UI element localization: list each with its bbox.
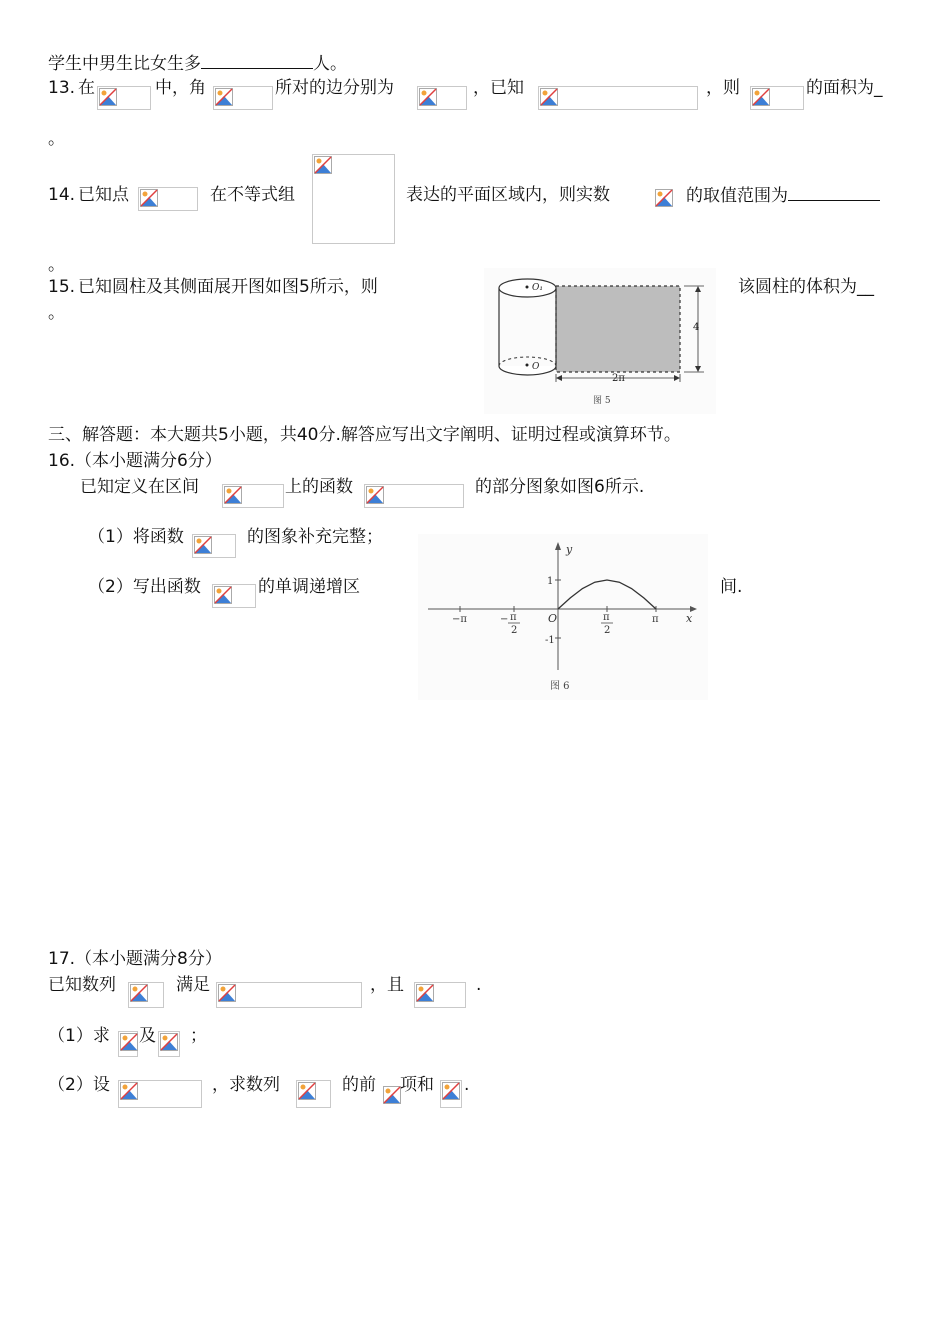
- formula-image: [118, 1031, 138, 1057]
- formula-image: [654, 188, 676, 210]
- figure-caption: 图 5: [593, 396, 611, 406]
- q17-line1-b: 满足: [176, 975, 210, 995]
- q16-part2-a: （2）写出函数: [88, 577, 201, 597]
- answer-blank: [201, 52, 313, 69]
- q17-part1-b: 及: [139, 1026, 156, 1046]
- x-axis-label: x: [686, 612, 693, 625]
- q12-suffix: 人。: [313, 54, 347, 74]
- formula-image: [222, 484, 284, 508]
- q17-part2-b: ，求数列: [212, 1075, 280, 1095]
- center-point: [526, 286, 529, 289]
- formula-image: [97, 86, 151, 110]
- height-label: 4: [693, 322, 700, 333]
- y-tick-label: 1: [547, 576, 554, 587]
- broken-image-icon: [366, 486, 384, 504]
- q15-end: 。: [48, 303, 65, 323]
- broken-image-icon: [655, 189, 673, 207]
- q16-intro-3: 的部分图象如图6所示.: [475, 477, 645, 497]
- broken-image-icon: [314, 156, 332, 174]
- q13-text-1: 在: [78, 78, 95, 98]
- broken-image-icon: [752, 88, 770, 106]
- answer-blank: [788, 184, 880, 201]
- formula-image: [382, 1085, 400, 1103]
- q15-number: 15.: [48, 277, 76, 297]
- q17-part2-d: 项和: [400, 1075, 434, 1095]
- formula-image: [212, 584, 256, 608]
- q16-title: 16.（本小题满分6分）: [48, 451, 222, 471]
- formula-image: [138, 187, 198, 211]
- q14-text-1: 已知点: [78, 185, 129, 205]
- lateral-surface-rect: [556, 286, 680, 372]
- formula-image: [364, 484, 464, 508]
- formula-image: [158, 1031, 180, 1057]
- q13-text-2: 中，角: [155, 78, 206, 98]
- q17-part1-a: （1）求: [48, 1026, 110, 1046]
- q16-intro-2: 上的函数: [285, 477, 353, 497]
- figure-caption: 图 6: [550, 681, 570, 692]
- q17-part2-c: 的前: [342, 1075, 376, 1095]
- q14-number: 14.: [48, 185, 76, 205]
- q17-title: 17.（本小题满分8分）: [48, 949, 222, 969]
- q13-number: 13.: [48, 78, 76, 98]
- broken-image-icon: [298, 1082, 316, 1100]
- q16-part1-a: （1）将函数: [88, 527, 184, 547]
- q14-text-4: 的取值范围为: [686, 186, 788, 206]
- q17-part2-e: .: [464, 1075, 470, 1095]
- broken-image-icon: [383, 1086, 401, 1104]
- label-o1: O₁: [532, 283, 543, 293]
- q13-text-6: 的面积为_: [806, 78, 883, 98]
- q16-part2-c: 间.: [720, 577, 743, 597]
- y-axis-label: y: [566, 543, 573, 556]
- q15-text-1: 已知圆柱及其侧面展开图如图5所示，则: [78, 277, 378, 297]
- formula-image: [213, 86, 273, 110]
- q14-tail: [686, 184, 880, 207]
- broken-image-icon: [214, 586, 232, 604]
- formula-image: [538, 86, 698, 110]
- broken-image-icon: [218, 984, 236, 1002]
- broken-image-icon: [416, 984, 434, 1002]
- q14-text-3: 表达的平面区域内，则实数: [406, 185, 610, 205]
- sine-graph-figure: [418, 534, 708, 700]
- q16-part1-b: 的图象补充完整；: [247, 527, 383, 547]
- q13-end: 。: [48, 129, 65, 149]
- broken-image-icon: [99, 88, 117, 106]
- broken-image-icon: [194, 536, 212, 554]
- section-heading: 三、解答题：本大题共5小题，共40分.解答应写出文字阐明、证明过程或演算环节。: [48, 425, 681, 445]
- center-point: [526, 364, 529, 367]
- label-o: O: [532, 362, 540, 372]
- x-tick-label: 2: [511, 625, 518, 636]
- q16-part2-b: 的单调递增区: [258, 577, 360, 597]
- q13-text-4: ，已知: [473, 78, 524, 98]
- formula-image: [118, 1080, 202, 1108]
- formula-image: [128, 982, 164, 1008]
- q17-part2-a: （2）设: [48, 1075, 110, 1095]
- x-tick-label: π: [510, 612, 517, 623]
- q13-text-3: 所对的边分别为: [275, 78, 394, 98]
- x-tick-label: −π: [452, 614, 467, 625]
- x-tick-label: −: [500, 614, 509, 625]
- x-tick-label: π: [603, 612, 610, 623]
- q13-line: [48, 77, 75, 99]
- x-tick-label: 2: [604, 625, 611, 636]
- broken-image-icon: [120, 1082, 138, 1100]
- q12-text: 学生中男生比女生多: [48, 54, 201, 74]
- q14-text-2: 在不等式组: [210, 185, 295, 205]
- formula-image: [192, 534, 236, 558]
- cylinder-figure: [484, 268, 716, 414]
- origin-label: O: [548, 612, 558, 625]
- q16-intro-1: 已知定义在区间: [80, 477, 199, 497]
- broken-image-icon: [540, 88, 558, 106]
- formula-image: [296, 1080, 331, 1108]
- x-tick-label: π: [652, 614, 659, 625]
- q13-text-5: ，则: [706, 78, 740, 98]
- formula-image: [440, 1080, 462, 1108]
- q17-line1-c: ，且: [370, 975, 404, 995]
- broken-image-icon: [120, 1033, 138, 1051]
- formula-image: [216, 982, 362, 1008]
- formula-image: [750, 86, 804, 110]
- broken-image-icon: [160, 1033, 178, 1051]
- q17-part1-c: ；: [190, 1026, 207, 1046]
- broken-image-icon: [215, 88, 233, 106]
- broken-image-icon: [224, 486, 242, 504]
- q17-line1-d: .: [476, 975, 482, 995]
- formula-image: [414, 982, 466, 1008]
- formula-image-system: [312, 154, 395, 244]
- q17-line1-a: 已知数列: [48, 975, 116, 995]
- broken-image-icon: [140, 189, 158, 207]
- width-label: 2π: [612, 373, 625, 384]
- q15-text-2: 该圆柱的体积为__: [738, 277, 874, 297]
- formula-image: [417, 86, 467, 110]
- broken-image-icon: [130, 984, 148, 1002]
- q12-tail: [48, 52, 347, 75]
- q14-end: 。: [48, 255, 65, 275]
- y-tick-label: -1: [545, 635, 555, 646]
- broken-image-icon: [442, 1082, 460, 1100]
- broken-image-icon: [419, 88, 437, 106]
